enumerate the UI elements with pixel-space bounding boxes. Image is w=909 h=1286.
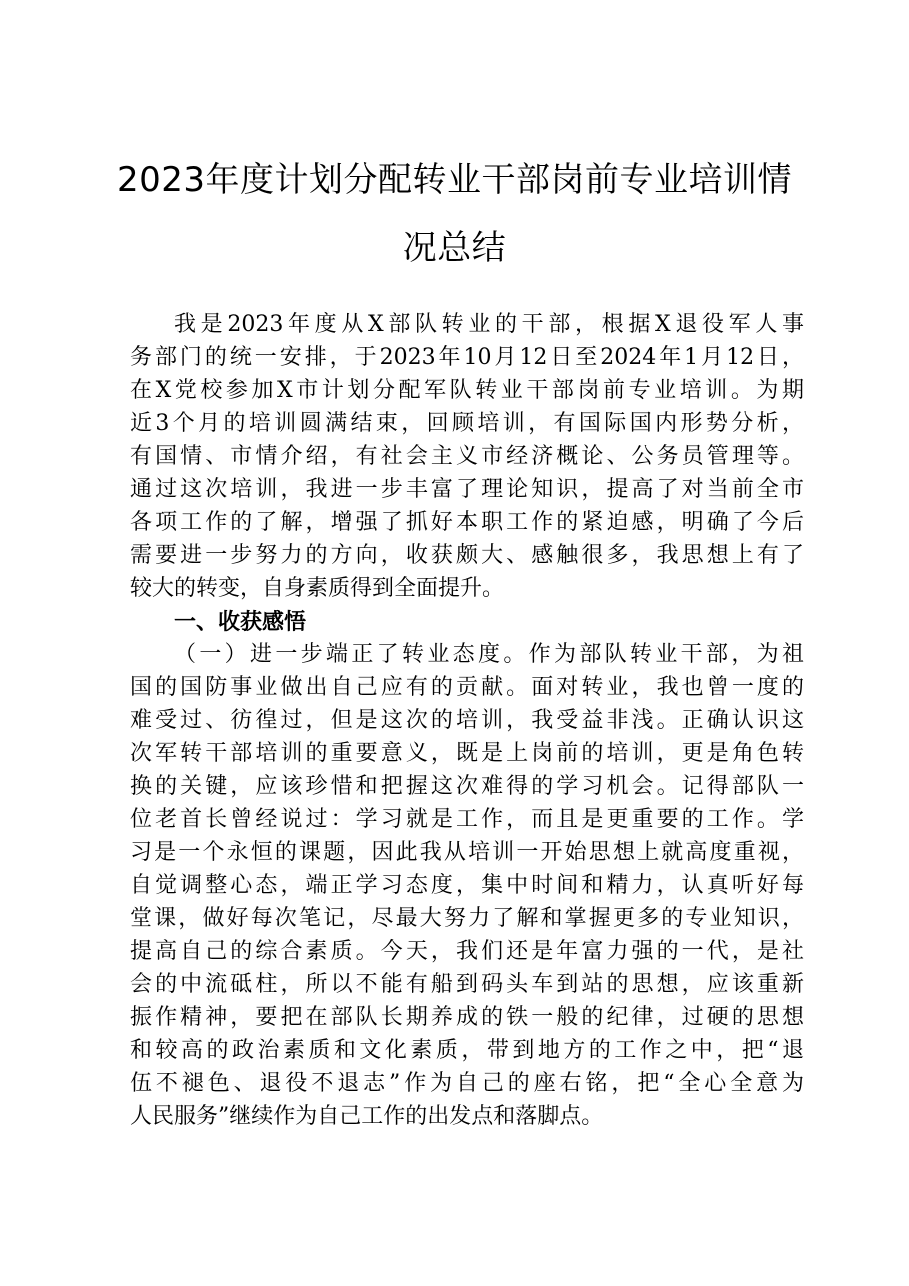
paragraph-1-line: 我是2023年度从X部队转业的干部，根据X退役军人事 (174, 312, 804, 337)
document-title-line-2: 况总结 (402, 228, 507, 268)
section-heading: 一、收获感悟 (174, 609, 307, 635)
paragraph-2-line: 难受过、彷徨过，但是这次的培训，我受益非浅。正确认识这 (130, 708, 804, 733)
paragraph-2-line: 国的国防事业做出自己应有的贡献。面对转业，我也曾一度的 (130, 675, 804, 700)
paragraph-2-line: 和较高的政治素质和文化素质，带到地方的工作之中，把“退 (130, 1038, 804, 1063)
paragraph-1-line: 有国情、市情介绍，有社会主义市经济概论、公务员管理等。 (130, 444, 804, 469)
paragraph-1-line: 务部门的统一安排，于2023年10月12日至2024年1月12日， (130, 345, 804, 370)
paragraph-2-line: 换的关键，应该珍惜和把握这次难得的学习机会。记得部队一 (130, 774, 804, 799)
document-title-line-1: 2023年度计划分配转业干部岗前专业培训情 (116, 160, 793, 200)
paragraph-1-line: 近3个月的培训圆满结束，回顾培训，有国际国内形势分析， (130, 411, 804, 436)
paragraph-2-line: 振作精神，要把在部队长期养成的铁一般的纪律，过硬的思想 (130, 1005, 804, 1030)
paragraph-2-line: 自觉调整心态，端正学习态度，集中时间和精力，认真听好每 (130, 873, 804, 898)
paragraph-1-line: 需要进一步努力的方向，收获颇大、感触很多，我思想上有了 (130, 543, 804, 568)
paragraph-2-line: 位老首长曾经说过：学习就是工作，而且是更重要的工作。学 (130, 807, 804, 832)
paragraph-1-line: 在X党校参加X市计划分配军队转业干部岗前专业培训。为期 (130, 378, 804, 403)
paragraph-2-line: 习是一个永恒的课题，因此我从培训一开始思想上就高度重视， (130, 840, 804, 865)
paragraph-1-line: 较大的转变，自身素质得到全面提升。 (130, 576, 505, 601)
paragraph-2-line: 伍不褪色、退役不退志”作为自己的座右铭，把“全心全意为 (130, 1071, 804, 1096)
paragraph-2-line: 会的中流砥柱，所以不能有船到码头车到站的思想，应该重新 (130, 972, 804, 997)
paragraph-2-line: （一）进一步端正了转业态度。作为部队转业干部，为祖 (174, 642, 804, 667)
paragraph-1-line: 通过这次培训，我进一步丰富了理论知识，提高了对当前全市 (130, 477, 804, 502)
paragraph-2-line: 次军转干部培训的重要意义，既是上岗前的培训，更是角色转 (130, 741, 804, 766)
paragraph-1-line: 各项工作的了解，增强了抓好本职工作的紧迫感，明确了今后 (130, 510, 804, 535)
paragraph-2-line: 提高自己的综合素质。今天，我们还是年富力强的一代，是社 (130, 939, 804, 964)
paragraph-2-line: 人民服务”继续作为自己工作的出发点和落脚点。 (130, 1104, 604, 1129)
paragraph-2-line: 堂课，做好每次笔记，尽最大努力了解和掌握更多的专业知识， (130, 906, 804, 931)
